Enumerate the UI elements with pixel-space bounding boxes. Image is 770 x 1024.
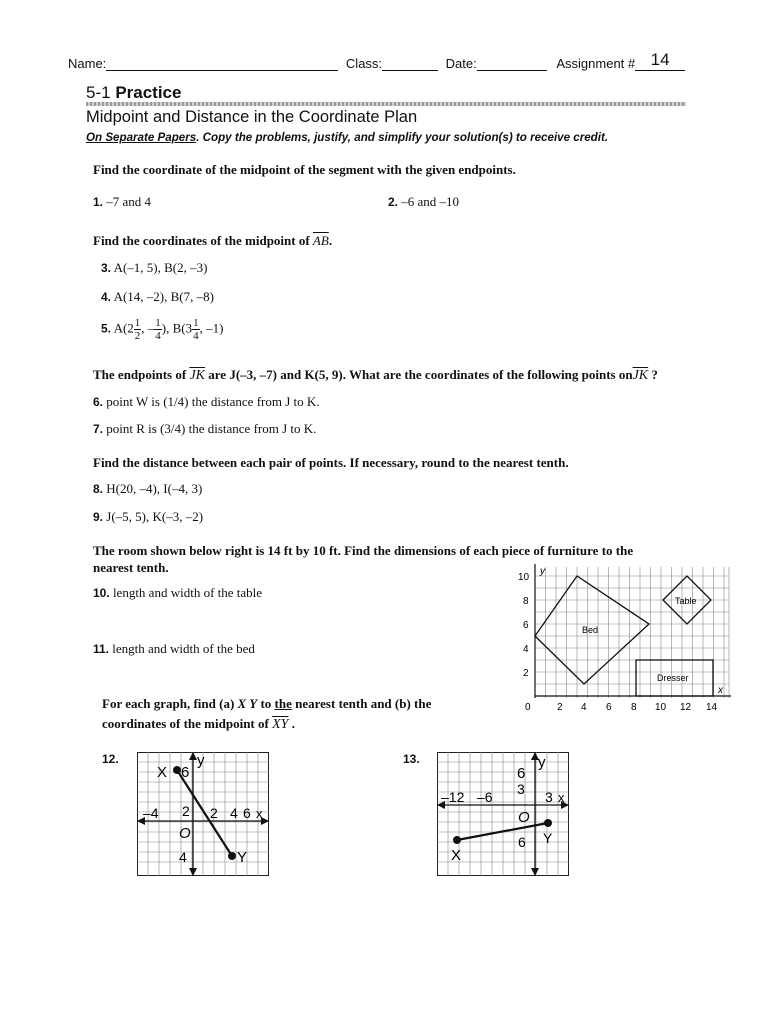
graph12-tick-6: 6 xyxy=(181,764,190,781)
graph13-label-y: Y xyxy=(543,830,553,846)
room-x-label: x xyxy=(718,685,723,696)
q5-f3-denominator: 4 xyxy=(193,330,199,342)
graph12-tick-2x: 2 xyxy=(210,805,218,821)
q11-text: length and width of the bed xyxy=(112,641,255,656)
graph12-label-y-axis: y xyxy=(197,752,205,769)
room-x-tick-10: 10 xyxy=(655,702,667,712)
graph12-tick-m4: –4 xyxy=(143,805,159,821)
graph12-label-x-axis: x xyxy=(256,806,263,821)
room-y-tick-4: 4 xyxy=(523,644,529,655)
q5-f1-denominator: 2 xyxy=(134,330,141,342)
graph13-tick-m6: –6 xyxy=(477,789,493,805)
graph13-origin: O xyxy=(518,809,530,826)
question-5 xyxy=(101,317,223,342)
section5-heading-line2: nearest tenth. xyxy=(93,560,169,575)
q7-number: 7. xyxy=(93,422,104,436)
graph13-point-y xyxy=(544,819,552,827)
lesson-number: 5-1 xyxy=(86,83,111,102)
graph13-tick-6: 6 xyxy=(517,765,526,782)
room-graph xyxy=(510,562,734,712)
question-9 xyxy=(93,509,203,525)
section6-h2-text: coordinates of the midpoint of xyxy=(102,716,269,731)
graph13-tick-3x: 3 xyxy=(545,789,553,805)
assignment-value: 14 xyxy=(650,50,670,69)
room-y-tick-8: 8 xyxy=(523,596,529,607)
class-field[interactable] xyxy=(382,56,438,71)
graph13-label-y-axis: y xyxy=(538,754,546,771)
section3-heading xyxy=(93,367,658,384)
question-6 xyxy=(93,394,320,410)
q5-part-b: , – xyxy=(141,320,155,336)
assignment-label: Assignment # xyxy=(556,56,636,71)
q9-number: 9. xyxy=(93,510,104,524)
name-field[interactable] xyxy=(106,56,338,71)
graph13-point-x xyxy=(453,836,461,844)
lesson-title xyxy=(86,83,181,103)
graph12-tick-4x: 4 xyxy=(230,805,238,821)
section6-heading-line1 xyxy=(102,694,431,714)
question-1 xyxy=(93,194,151,210)
table-label: Table xyxy=(675,596,697,606)
q2-number: 2. xyxy=(388,195,399,209)
room-y-tick-6: 6 xyxy=(523,620,529,631)
title-rule xyxy=(86,102,686,106)
room-y-tick-10: 10 xyxy=(518,572,530,583)
q7-text: point R is (3/4) the distance from J to K. xyxy=(106,421,317,436)
q6-number: 6. xyxy=(93,395,104,409)
q5-fraction-2 xyxy=(154,317,162,342)
q1-text: –7 and 4 xyxy=(106,194,152,209)
q5-f2-numerator: 1 xyxy=(155,317,161,329)
room-x-tick-0: 0 xyxy=(525,702,531,712)
q5-part-a: A(2 xyxy=(113,320,134,336)
section6-heading xyxy=(102,694,431,735)
section3-heading-b: are J(–3, –7) and K(5, 9). What are the coordinates of the following points on xyxy=(208,367,633,382)
section6-h1-c: nearest tenth and (b) the xyxy=(295,696,432,711)
q10-text: length and width of the table xyxy=(112,585,263,600)
graph13-y-arrow-down xyxy=(531,868,539,876)
graph12-y-arrow-down xyxy=(189,868,197,876)
section3-heading-c: ? xyxy=(651,367,658,382)
question-3 xyxy=(101,260,207,276)
assignment-field[interactable] xyxy=(635,50,685,71)
q5-number: 5. xyxy=(101,321,112,336)
q6-text: point W is (1/4) the distance from J to K. xyxy=(106,394,320,409)
graph-13 xyxy=(437,752,569,876)
q3-text: A(–1, 5), B(2, –3) xyxy=(113,260,208,275)
question-10 xyxy=(93,585,262,601)
question-2 xyxy=(388,194,459,210)
q12-number: 12. xyxy=(102,752,119,766)
graph12-point-x xyxy=(173,766,181,774)
graph13-label-x-axis: x xyxy=(558,790,565,805)
instructions-rest: . Copy the problems, justify, and simplify your solution(s) to receive credit. xyxy=(196,131,609,144)
section6-period: . xyxy=(291,716,295,731)
section2-period: . xyxy=(328,233,333,248)
name-label: Name: xyxy=(68,56,107,71)
graph12-tick-6x: 6 xyxy=(243,805,251,821)
q10-number: 10. xyxy=(93,586,110,600)
practice-label: Practice xyxy=(115,83,182,102)
segment-xy: $\overline{XY}$ xyxy=(272,717,289,732)
header-row xyxy=(68,50,685,71)
question-4 xyxy=(101,289,214,305)
graph12-label-x: X xyxy=(157,764,168,781)
room-x-tick-6: 6 xyxy=(606,702,612,712)
question-7 xyxy=(93,421,316,437)
q3-number: 3. xyxy=(101,261,112,275)
room-y-tick-2: 2 xyxy=(523,668,529,679)
q5-f3-numerator: 1 xyxy=(193,317,199,329)
q1-number: 1. xyxy=(93,195,104,209)
section6-h1-b: to xyxy=(260,696,272,711)
q5-f1-numerator: 1 xyxy=(134,317,141,329)
q8-text: H(20, –4), I(–4, 3) xyxy=(106,481,203,496)
section5-heading-line1: The room shown below right is 14 ft by 10 ft. Find the dimensions of each piece of furniture to the xyxy=(93,543,634,558)
lesson-subtitle: Midpoint and Distance in the Coordinate Plan xyxy=(86,108,418,126)
q13-number: 13. xyxy=(403,752,420,766)
section2-heading-text: Find the coordinates of the midpoint of xyxy=(93,233,310,248)
graph12-label-y: Y xyxy=(237,849,248,866)
question-8 xyxy=(93,481,202,497)
graph13-tick-6y: 6 xyxy=(518,834,526,850)
q4-text: A(14, –2), B(7, –8) xyxy=(113,289,214,304)
graph13-tick-m12: –12 xyxy=(441,789,465,805)
graph12-y-arrow-up xyxy=(189,752,197,760)
question-11 xyxy=(93,641,255,657)
segment-ab: $\overline{AB}$ xyxy=(312,233,329,248)
graph12-point-y xyxy=(228,852,236,860)
q5-fraction-3 xyxy=(192,317,200,342)
q2-text: –6 and –10 xyxy=(401,194,460,209)
graph13-label-x: X xyxy=(451,847,462,864)
bed-label: Bed xyxy=(582,625,599,635)
room-grid xyxy=(535,567,729,698)
section4-heading: Find the distance between each pair of points. If necessary, round to the nearest tenth. xyxy=(93,455,569,470)
q9-text: J(–5, 5), K(–3, –2) xyxy=(106,509,204,524)
section6-h1-xy: X Y xyxy=(237,696,258,711)
q5-part-d: , –1) xyxy=(199,320,224,336)
class-label: Class: xyxy=(345,56,383,71)
q4-number: 4. xyxy=(101,290,112,304)
section6-heading-line2 xyxy=(102,714,431,735)
graph13-tick-3: 3 xyxy=(517,781,525,797)
section6-h1-the: the xyxy=(274,696,292,711)
section6-h1-a: For each graph, find (a) xyxy=(102,696,235,711)
graph-12 xyxy=(137,752,269,876)
q5-part-c: ), B(3 xyxy=(161,320,193,336)
instructions-underlined: On Separate Papers xyxy=(86,131,197,144)
q5-f2-denominator: 4 xyxy=(155,330,161,342)
graph12-origin: O xyxy=(179,825,191,842)
section2-heading xyxy=(93,233,332,249)
date-field[interactable] xyxy=(477,56,547,71)
graph12-tick-2: 2 xyxy=(182,803,190,819)
room-y-label: y xyxy=(540,566,545,577)
room-x-tick-12: 12 xyxy=(680,702,692,712)
room-x-tick-2: 2 xyxy=(557,702,563,712)
instructions xyxy=(86,131,608,144)
graph12-tick-4y: 4 xyxy=(179,849,187,865)
room-x-tick-4: 4 xyxy=(581,702,587,712)
room-x-tick-8: 8 xyxy=(631,702,637,712)
graph13-segment-xy xyxy=(457,823,548,840)
section3-heading-a: The endpoints of xyxy=(93,367,187,382)
section1-heading: Find the coordinate of the midpoint of the segment with the given endpoints. xyxy=(93,162,516,177)
room-x-tick-14: 14 xyxy=(706,702,718,712)
date-label: Date: xyxy=(445,56,477,71)
q11-number: 11. xyxy=(93,642,110,656)
segment-jk-2: $\overline{JK}$ xyxy=(632,368,649,383)
dresser-label: Dresser xyxy=(657,673,689,683)
q8-number: 8. xyxy=(93,482,104,496)
segment-jk-1: $\overline{JK}$ xyxy=(189,368,206,383)
